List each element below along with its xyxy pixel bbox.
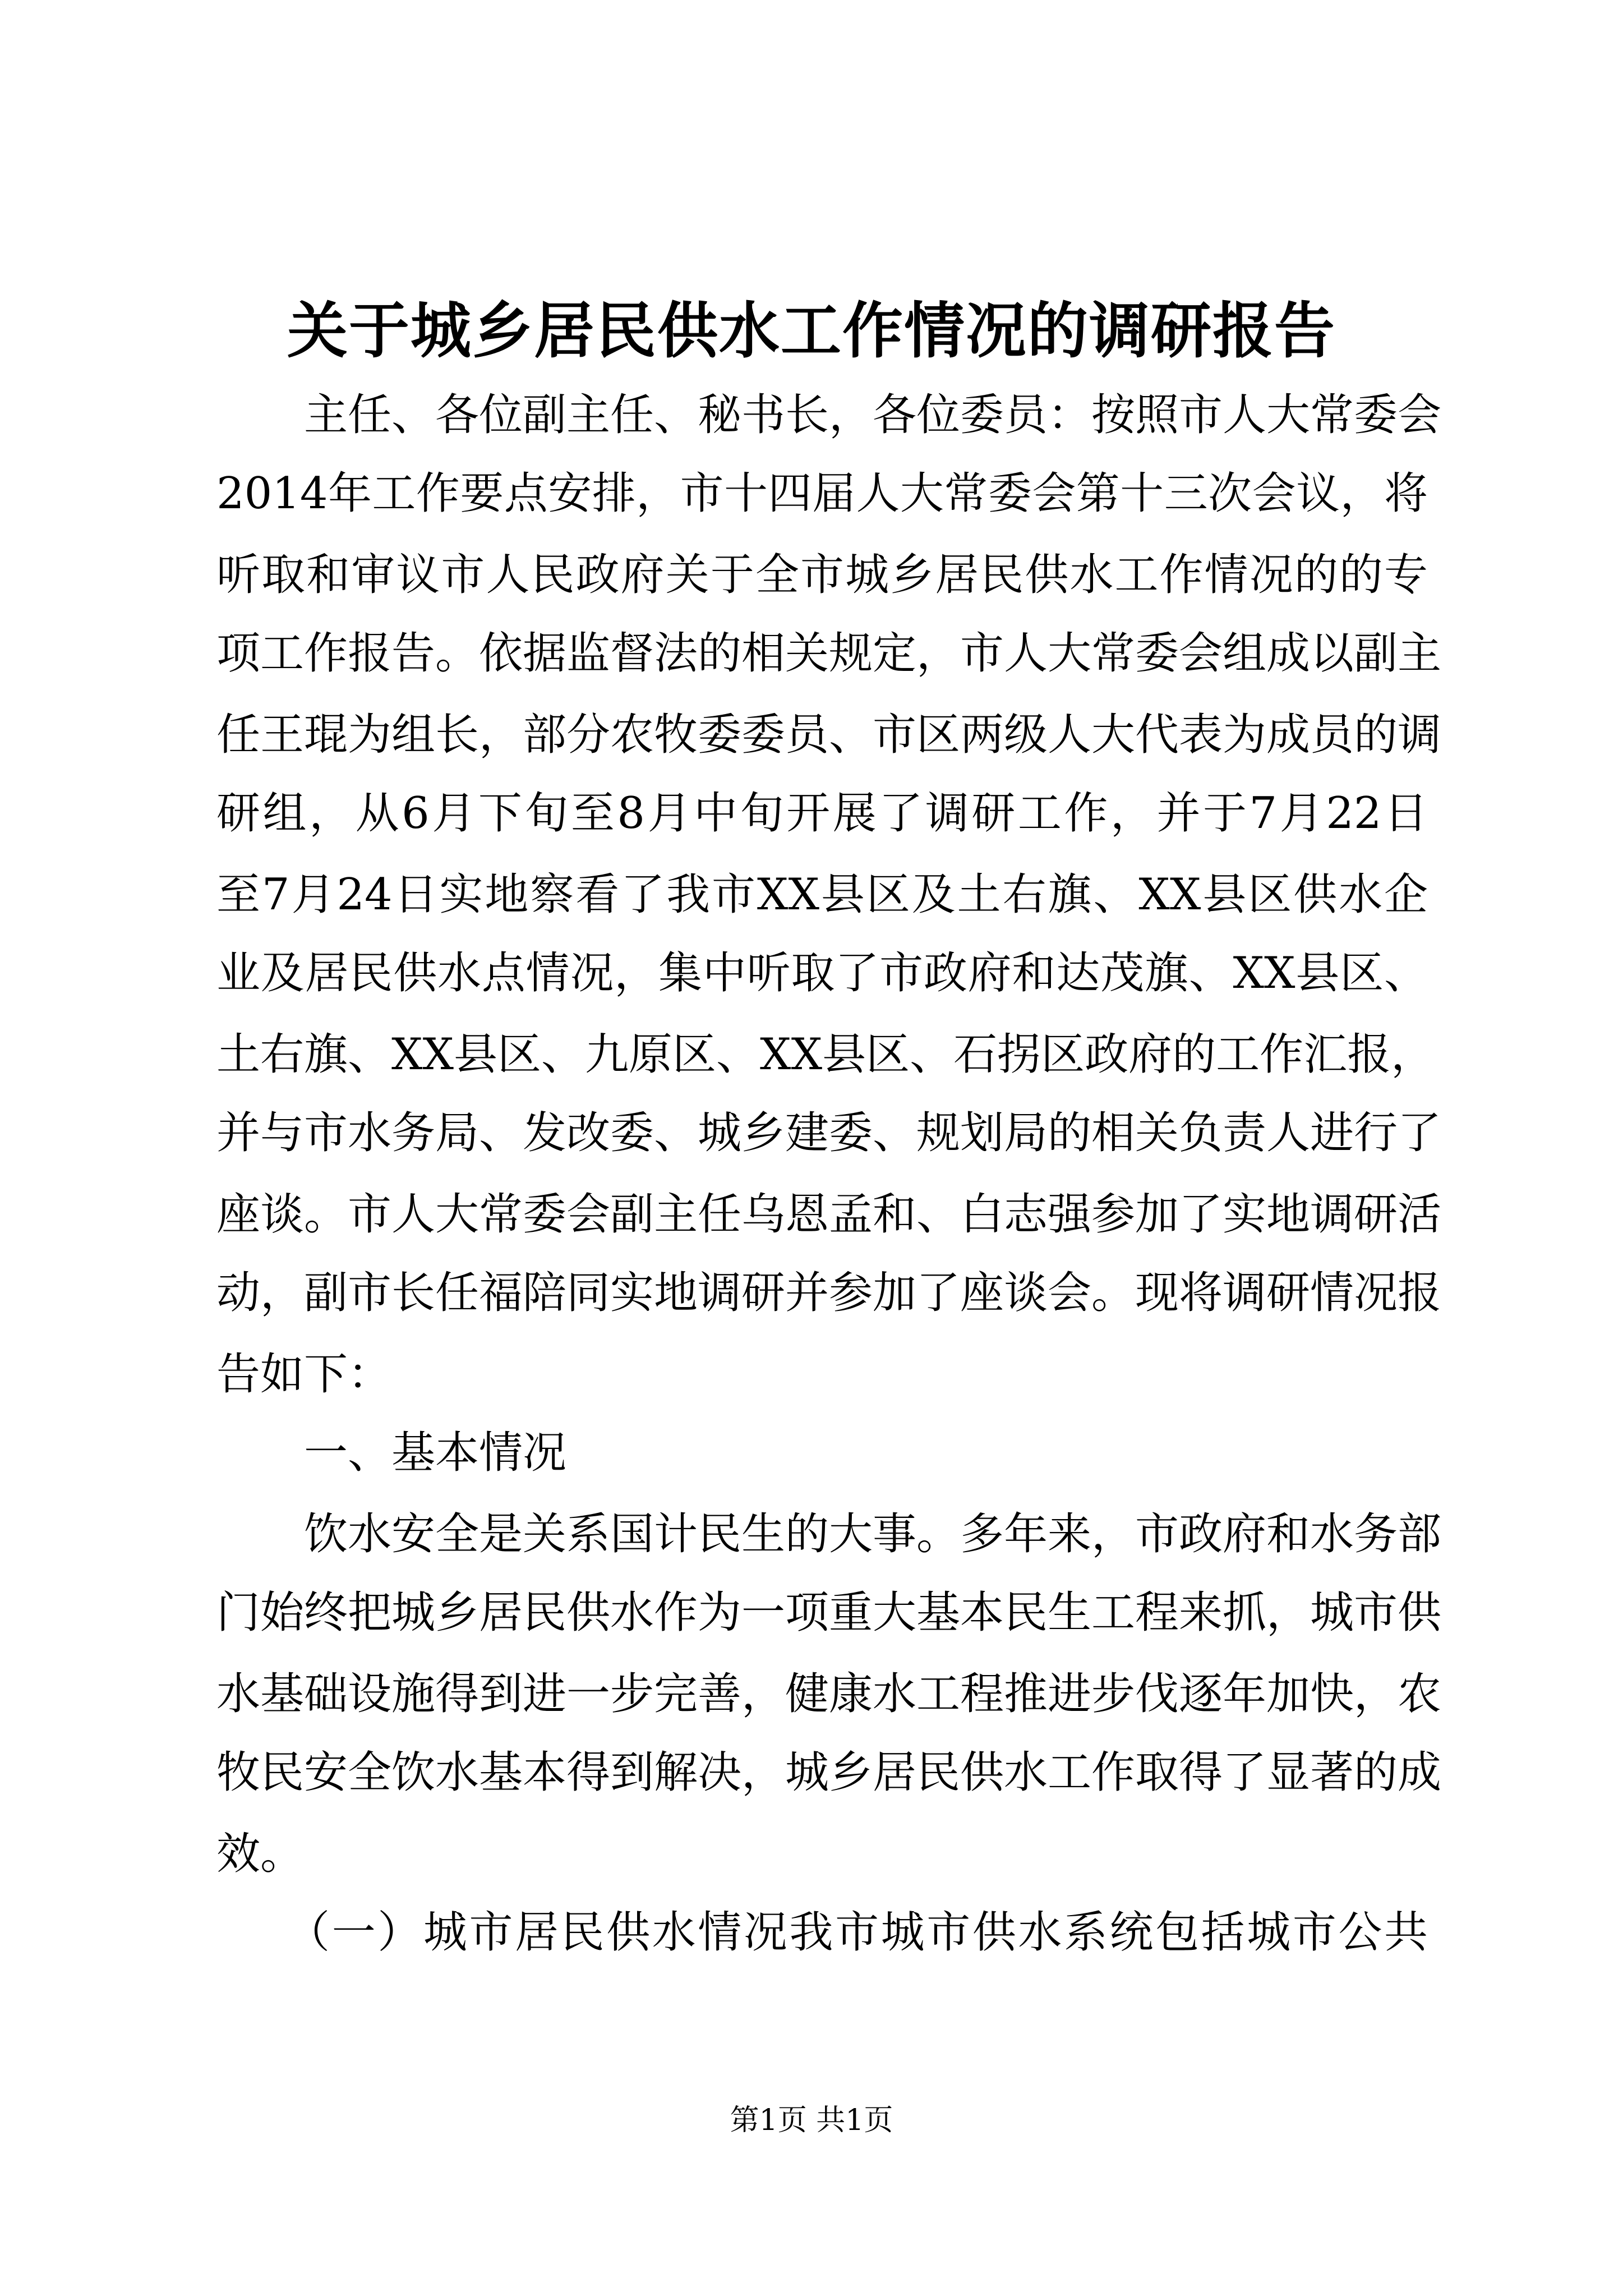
section-heading: 一、基本情况 xyxy=(216,1428,567,1478)
page-number: 第1页 共1页 xyxy=(730,2104,893,2137)
paragraph-line: 门始终把城乡居民供水作为一项重大基本民生工程来抓，城市供 xyxy=(216,1588,1442,1638)
paragraph-line: 研组，从6月下旬至8月中旬开展了调研工作，并于7月22日 xyxy=(216,788,1428,839)
paragraph-line: 座谈。市人大常委会副主任乌恩孟和、白志强参加了实地调研活 xyxy=(216,1189,1442,1240)
paragraph-line: （一）城市居民供水情况我市城市供水系统包括城市公共 xyxy=(216,1907,1428,1958)
paragraph-line: 告如下： xyxy=(216,1349,392,1400)
paragraph-line: 任王琨为组长，部分农牧委委员、市区两级人大代表为成员的调 xyxy=(216,710,1442,760)
paragraph-line: 2014年工作要点安排，市十四届人大常委会第十三次会议，将 xyxy=(216,468,1428,519)
paragraph-line: 项工作报告。依据监督法的相关规定，市人大常委会组成以副主 xyxy=(216,628,1442,679)
paragraph-line: 牧民安全饮水基本得到解决，城乡居民供水工作取得了显著的成 xyxy=(216,1747,1442,1798)
paragraph-line: 听取和审议市人民政府关于全市城乡居民供水工作情况的的专 xyxy=(216,550,1428,600)
paragraph-line: 主任、各位副主任、秘书长，各位委员：按照市人大常委会 xyxy=(216,390,1442,440)
paragraph-line: 土右旗、XX县区、九原区、XX县区、石拐区政府的工作汇报， xyxy=(216,1029,1435,1080)
paragraph-line: 业及居民供水点情况，集中听取了市政府和达茂旗、XX县区、 xyxy=(216,948,1428,999)
paragraph-line: 动，副市长任福陪同实地调研并参加了座谈会。现将调研情况报 xyxy=(216,1268,1442,1318)
document-title: 关于城乡居民供水工作情况的调研报告 xyxy=(287,296,1336,366)
paragraph-line: 饮水安全是关系国计民生的大事。多年来，市政府和水务部 xyxy=(216,1509,1442,1559)
paragraph-line: 水基础设施得到进一步完善，健康水工程推进步伐逐年加快，农 xyxy=(216,1669,1442,1719)
paragraph-line: 并与市水务局、发改委、城乡建委、规划局的相关负责人进行了 xyxy=(216,1108,1442,1158)
paragraph-line: 至7月24日实地察看了我市XX县区及土右旗、XX县区供水企 xyxy=(216,869,1428,920)
paragraph-line: 效。 xyxy=(216,1829,305,1879)
